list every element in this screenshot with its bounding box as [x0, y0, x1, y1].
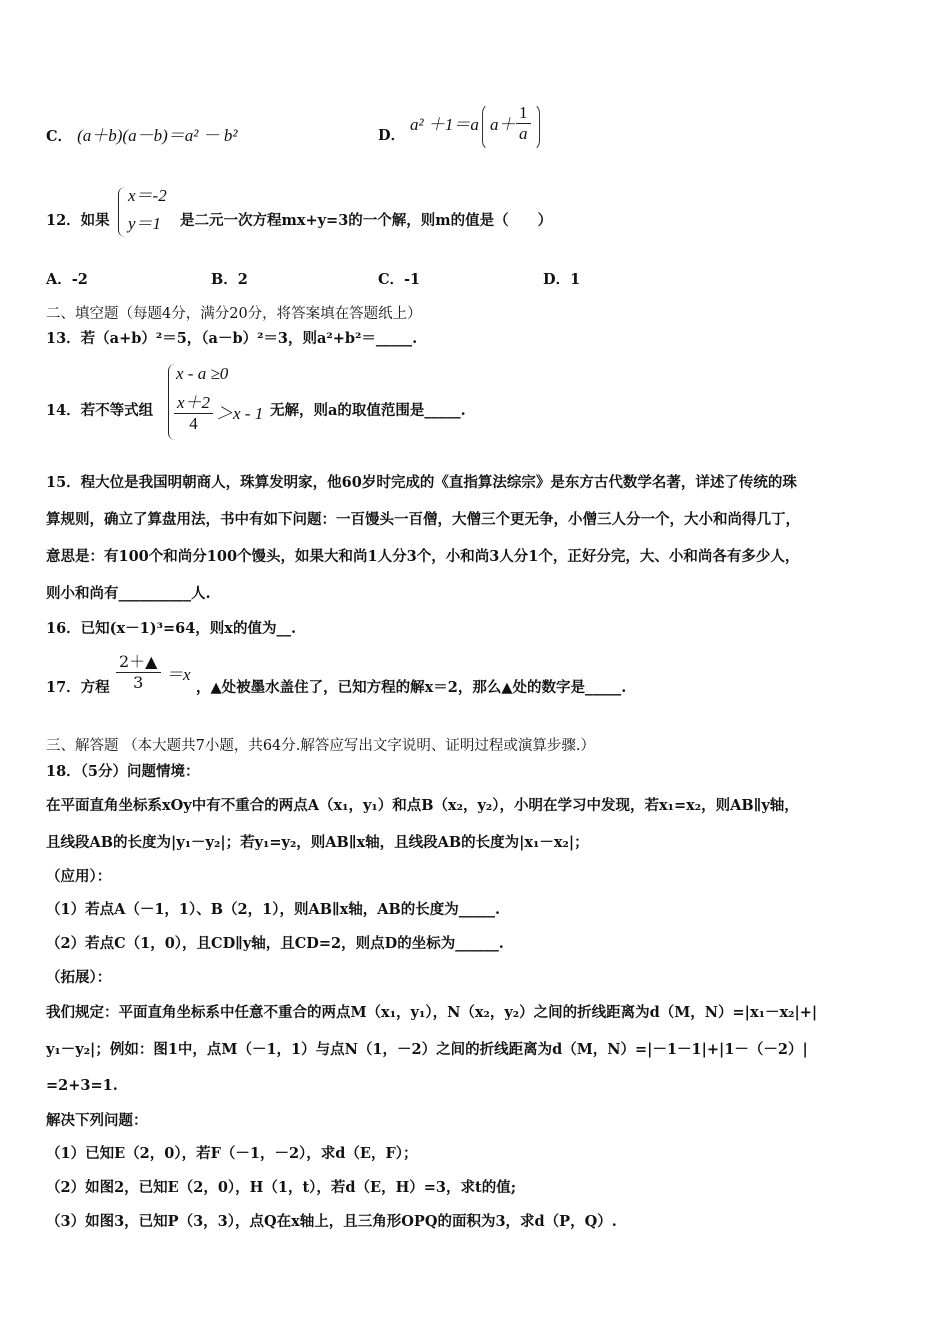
q12-prefix: 12．如果 — [46, 212, 110, 229]
q18-p1: 在平面直角坐标系xOy中有不重合的两点A（x₁，y₁）和点B（x₂，y₂），小明在学习中发现，若x₁=x₂，则AB∥y轴， — [46, 797, 799, 814]
q18-apply-heading: （应用）： — [46, 868, 112, 885]
q11-option-d-frac — [516, 103, 531, 144]
q18-solve-1: （1）已知E（2，0），若F（－1，－2），求d（E，F）； — [46, 1145, 418, 1162]
q11-option-c — [46, 126, 237, 147]
q18-ext-2: y₁－y₂|；例如：图1中，点M（－1，1）与点N（1，－2）之间的折线距离为d（M，N）=|－1－1|+|1－（－2）| — [46, 1041, 808, 1058]
q18-solve-heading: 解决下列问题： — [46, 1112, 148, 1129]
q15-line1: 15．程大位是我国明朝商人，珠算发明家，他60岁时完成的《直指算法综宗》是东方古代数学名著，详述了传统的珠 — [46, 474, 797, 491]
q12-brace — [118, 187, 125, 237]
section-3-title: 三、解答题 （本大题共7小题，共64分.解答应写出文字说明、证明过程或演算步骤.） — [46, 738, 596, 754]
q18-p2: 且线段AB的长度为|y₁－y₂|；若y₁=y₂，则AB∥x轴，且线段AB的长度为|x₁－x₂|； — [46, 834, 589, 851]
frac-num: x＋2 — [174, 393, 213, 414]
q14-line1: x - a ≥0 — [176, 364, 229, 383]
q13-text: 13．若（a+b）²＝5，（a－b）²＝3，则a²+b²＝_____. — [46, 330, 418, 347]
q12-option-c: C．-1 — [378, 271, 421, 288]
q18-apply-1: （1）若点A（－1，1）、B（2，1），则AB∥x轴，AB的长度为_____. — [46, 901, 501, 918]
q15-line3: 意思是：有100个和尚分100个馒头，如果大和尚1人分3个，小和尚3人分1个，正好分完，大、小和尚各有多少人， — [46, 548, 800, 565]
q17-rhs: ＝x — [166, 665, 191, 684]
frac-num: 2＋▲ — [116, 652, 161, 673]
q12-option-d: D．1 — [543, 271, 581, 288]
q12-sys-line1: x＝-2 — [128, 186, 167, 205]
frac-den: 4 — [189, 414, 198, 433]
q17-suffix: ，▲处被墨水盖住了，已知方程的解x＝2，那么▲处的数字是_____. — [196, 679, 627, 696]
q18-apply-2: （2）若点C（1，0），且CD∥y轴，且CD=2，则点D的坐标为______. — [46, 935, 504, 952]
q18-head: 18．（5分）问题情境： — [46, 763, 200, 780]
q14-line2-rest: ＞x - 1 — [216, 404, 264, 423]
section-2-title: 二、填空题（每题4分，满分20分，将答案填在答题纸上） — [46, 306, 422, 322]
q18-ext-heading: （拓展）： — [46, 969, 112, 986]
q14-fraction — [174, 393, 213, 434]
frac-den: a — [519, 124, 528, 143]
q18-solve-3: （3）如图3，已知P（3，3），点Q在x轴上，且三角形OPQ的面积为3，求d（P，Q）. — [46, 1213, 617, 1230]
q18-solve-2: （2）如图2，已知E（2，0），H（1，t），若d（E，H）=3，求t的值; — [46, 1179, 517, 1196]
q12-option-a: A．-2 — [46, 271, 88, 288]
q11-option-d-label: D． — [378, 127, 406, 144]
q11-option-d-lhs: a² ＋1＝a — [410, 115, 479, 134]
frac-num: 1 — [516, 103, 531, 124]
q17-fraction — [116, 652, 161, 693]
frac-den: 3 — [133, 673, 144, 692]
q17-prefix: 17．方程 — [46, 679, 110, 696]
q18-ext-1: 我们规定：平面直角坐标系中任意不重合的两点M（x₁，y₁），N（x₂，y₂）之间的折线距离为d（M，N）=|x₁－x₂|+| — [46, 1004, 818, 1021]
fraction — [174, 393, 213, 434]
q15-line4: 则小和尚有__________人. — [46, 585, 211, 602]
q12-sys-line2: y＝1 — [128, 214, 162, 233]
q12-option-b: B．2 — [211, 271, 248, 288]
q11-option-d-inner: a＋ — [490, 115, 516, 134]
q14-suffix: 无解，则a的取值范围是_____. — [270, 402, 466, 419]
q16-text: 16．已知(x－1)³=64，则x的值为__. — [46, 620, 297, 637]
option-c-expression: (a＋b)(a－b)＝a² － b² — [77, 126, 238, 145]
q15-line2: 算规则，确立了算盘用法，书中有如下问题：一百馒头一百僧，大僧三个更无争，小僧三人分一个，大小和尚得几丁， — [46, 511, 800, 528]
q12-suffix: 是二元一次方程mx+y=3的一个解，则m的值是（ ） — [180, 212, 553, 229]
fraction — [116, 652, 161, 693]
q18-ext-3: =2+3=1. — [46, 1077, 118, 1094]
option-c-label: C． — [46, 128, 73, 145]
fraction — [516, 103, 531, 144]
q14-prefix: 14．若不等式组 — [46, 402, 154, 419]
